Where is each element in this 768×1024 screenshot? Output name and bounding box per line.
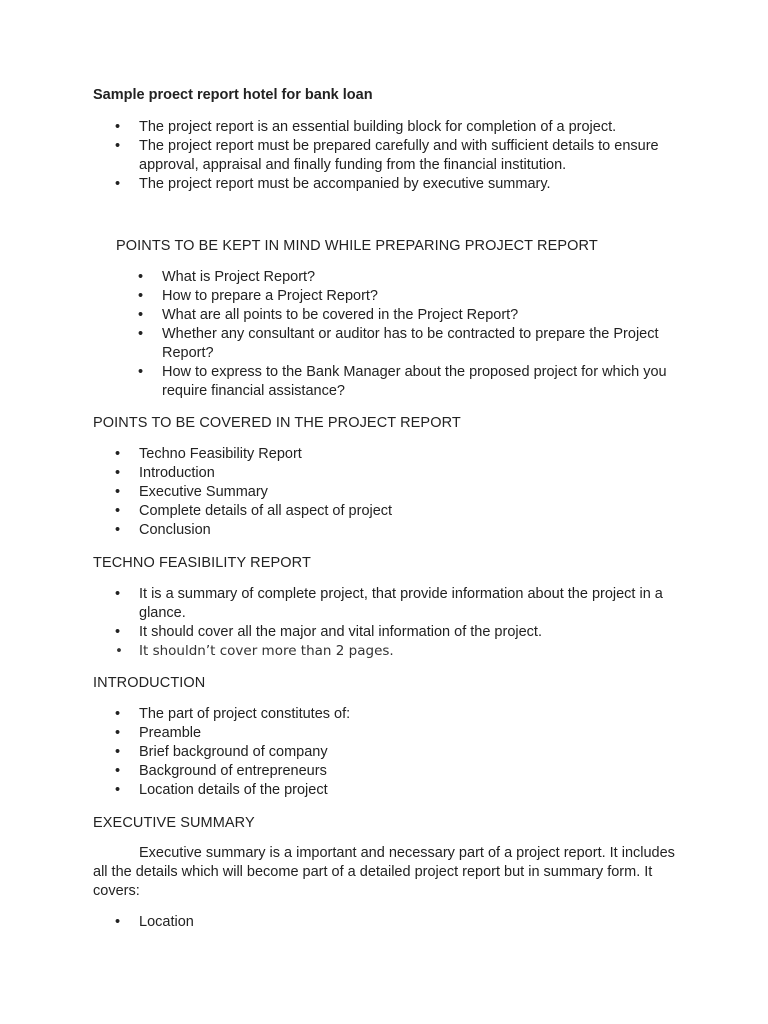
- list-item: • Introduction: [93, 464, 683, 483]
- techno-heading: TECHNO FEASIBILITY REPORT: [93, 555, 311, 571]
- list-item: • The project report must be accompanied by executive summary.: [93, 175, 683, 194]
- list-item: • It shouldn’t cover more than 2 pages.: [93, 642, 683, 661]
- points-kept-heading: POINTS TO BE KEPT IN MIND WHILE PREPARING PROJECT REPORT: [116, 238, 598, 254]
- list-item: • Location details of the project: [93, 781, 683, 800]
- techno-list: [93, 585, 683, 661]
- list-item: • Whether any consultant or auditor has to be contracted to prepare the Project Report?: [116, 325, 686, 363]
- list-item: • It is a summary of complete project, that provide information about the project in a glance.: [93, 585, 683, 623]
- introduction-heading: INTRODUCTION: [93, 675, 206, 691]
- introduction-list: [93, 705, 683, 800]
- executive-summary-heading: EXECUTIVE SUMMARY: [93, 815, 255, 831]
- list-item: • Conclusion: [93, 521, 683, 540]
- list-item: • The project report is an essential building block for completion of a project.: [93, 118, 683, 137]
- list-item: • Location: [93, 913, 683, 932]
- executive-summary-list: [93, 913, 683, 932]
- points-covered-heading: POINTS TO BE COVERED IN THE PROJECT REPORT: [93, 415, 461, 431]
- document-title: Sample proect report hotel for bank loan: [93, 87, 373, 103]
- list-item: • What is Project Report?: [116, 268, 686, 287]
- list-item: • Preamble: [93, 724, 683, 743]
- list-item: • Complete details of all aspect of project: [93, 502, 683, 521]
- list-item: • How to prepare a Project Report?: [116, 287, 686, 306]
- list-item: • The project report must be prepared carefully and with sufficient details to ensure approval, appraisal and finally funding from the financial institution.: [93, 137, 683, 175]
- list-item: • Background of entrepreneurs: [93, 762, 683, 781]
- list-item: • Brief background of company: [93, 743, 683, 762]
- points-covered-list: [93, 445, 683, 540]
- executive-summary-paragraph: Executive summary is a important and necessary part of a project report. It includes all the details which will become part of a detailed project report but in summary form. It covers:: [93, 845, 675, 899]
- list-item: • How to express to the Bank Manager about the proposed project for which you require financial assistance?: [116, 363, 686, 401]
- list-item: • It should cover all the major and vital information of the project.: [93, 623, 683, 642]
- list-item: • Executive Summary: [93, 483, 683, 502]
- list-item: • The part of project constitutes of:: [93, 705, 683, 724]
- intro-bullet-list: [93, 118, 683, 194]
- points-kept-list: [116, 268, 686, 401]
- list-item: • What are all points to be covered in the Project Report?: [116, 306, 686, 325]
- list-item: • Techno Feasibility Report: [93, 445, 683, 464]
